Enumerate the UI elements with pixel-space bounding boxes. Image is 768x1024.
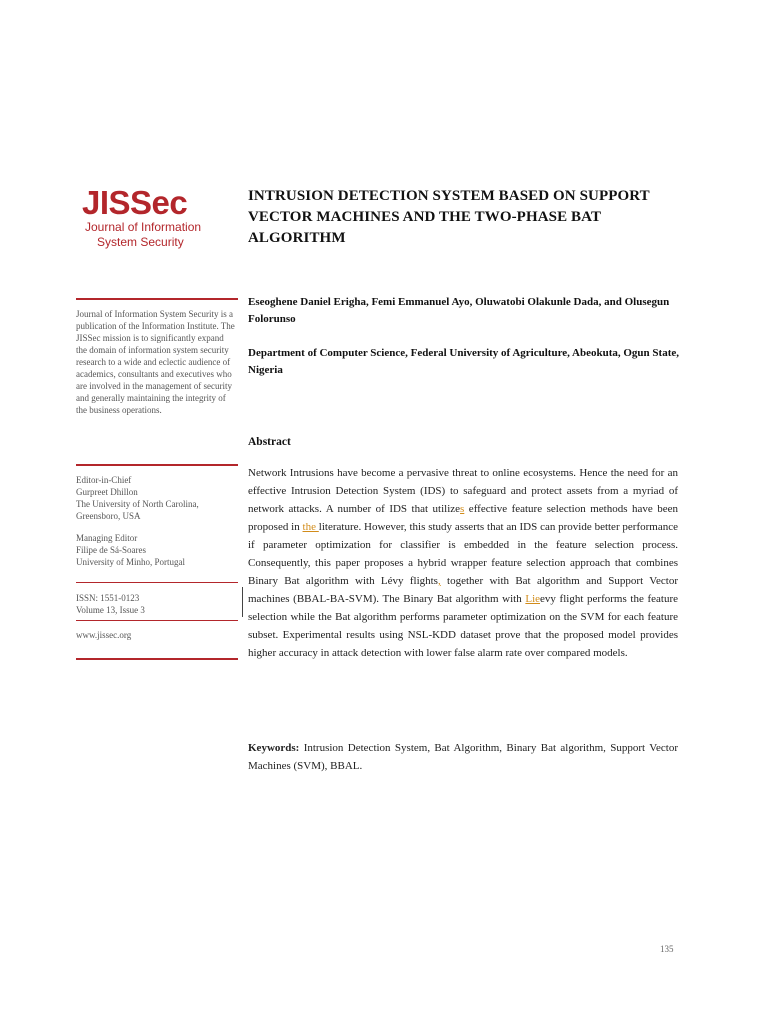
- volume-issue: Volume 13, Issue 3: [76, 605, 145, 615]
- sidebar-divider: [76, 658, 238, 660]
- tracked-change: s: [460, 503, 465, 515]
- tracked-change: Lie: [525, 593, 541, 605]
- logo-name: JISSec: [82, 184, 188, 221]
- sidebar-divider: [76, 582, 238, 583]
- abstract-body: [248, 464, 678, 662]
- journal-logo: [82, 186, 232, 250]
- logo-subtitle-line-2: System Security: [97, 235, 184, 249]
- logo-subtitle-line-1: Journal of Information: [85, 220, 202, 234]
- tracked-change: ,: [437, 575, 441, 587]
- editor-name: Gurpreet Dhillon: [76, 487, 138, 497]
- managing-editor-name: Filipe de Sá-Soares: [76, 545, 146, 555]
- abstract-text: Network Intrusions have become a pervasive threat to online ecosystems. Hence the need for an effective Intrusion Detection System (IDS) to safeguard and protect assets from a myriad of network attacks. A number of IDS that utilize: [248, 467, 678, 515]
- keywords: [248, 739, 678, 775]
- track-change-bar: [242, 587, 243, 617]
- journal-website-link[interactable]: www.jissec.org: [76, 630, 132, 640]
- managing-editor-label: Managing Editor: [76, 533, 138, 543]
- tracked-change: the: [302, 521, 319, 533]
- journal-description: Journal of Information System Security is a publication of the Information Institute. The JISSec mission is to significantly expand the domain of information system security research to a wide and eclectic audience of academics, consultants and executives who are involved in the management of security and generally maintaining the integrity of the business operations.: [76, 309, 235, 415]
- editor-label: Editor-in-Chief: [76, 475, 132, 485]
- sidebar-divider: [76, 464, 238, 466]
- keywords-label: Keywords:: [248, 742, 300, 754]
- sidebar-divider: [76, 298, 238, 300]
- article-authors: Eseoghene Daniel Erigha, Femi Emmanuel Ayo, Oluwatobi Olakunle Dada, and Olusegun Folorunso: [248, 296, 670, 325]
- abstract-heading: Abstract: [248, 436, 291, 448]
- abstract-text: evy flight performs the feature selection while the Bat algorithm performs parameter optimization on the SVM for each feature subset. Experimental results using NSL-KDD dataset prove that the proposed model provides higher accuracy in attack detection with lower false alarm rate over compared models.: [248, 593, 678, 659]
- issn: ISSN: 1551-0123: [76, 593, 140, 603]
- sidebar-divider: [76, 620, 238, 621]
- abstract-text: effective feature selection methods have been proposed in: [248, 503, 678, 533]
- issue-info: [76, 592, 236, 616]
- editor-affiliation-2: Greensboro, USA: [76, 511, 141, 521]
- keywords-list: Intrusion Detection System, Bat Algorithm, Binary Bat algorithm, Support Vector Machines (SVM), BBAL.: [248, 742, 678, 772]
- article-title: INTRUSION DETECTION SYSTEM BASED ON SUPPORT VECTOR MACHINES AND THE TWO-PHASE BAT ALGORITHM: [248, 188, 650, 246]
- editor-affiliation-1: The University of North Carolina,: [76, 499, 199, 509]
- managing-editor-affiliation: University of Minho, Portugal: [76, 557, 185, 567]
- editor-block: [76, 474, 236, 568]
- author-affiliation: Department of Computer Science, Federal University of Agriculture, Abeokuta, Ogun State, Nigeria: [248, 347, 679, 376]
- abstract-text: literature. However, this study asserts that an IDS can provide better performance if parameter optimization for classifier is embedded in the feature selection process. Consequently, this paper proposes a hybrid wrapper feature selection approach that combines Binary Bat algorithm with Lévy flights: [248, 521, 678, 587]
- abstract-text: together with Bat algorithm and Support Vector machines (BBAL-BA-SVM). The Binary Bat algorithm with: [248, 575, 678, 605]
- page-number: 135: [660, 944, 674, 954]
